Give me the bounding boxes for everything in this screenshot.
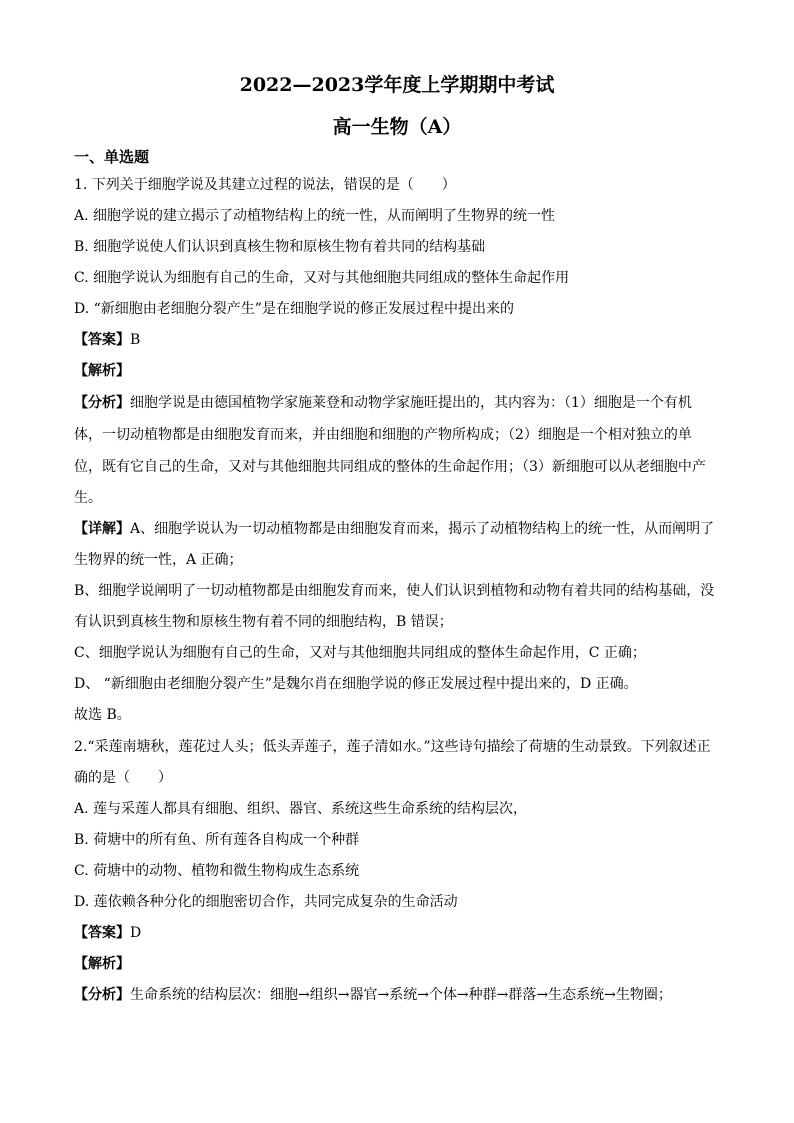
question-1-xiangjie-line: 有认识到真核生物和原核生物有着不同的细胞结构，B 错误；	[74, 614, 453, 630]
question-1-option-a: A. 细胞学说的建立揭示了动植物结构上的统一性，从而阐明了生物界的统一性	[74, 208, 556, 224]
answer-value: D	[130, 925, 142, 941]
xiangjie-tag: 【详解】	[74, 521, 130, 537]
question-1-conclusion: 故选 B。	[74, 707, 131, 723]
question-2-stem: 2.“采莲南塘秋，莲花过人头；低头弄莲子，莲子清如水。”这些诗句描绘了荷塘的生动景致。下列叙述正	[74, 739, 711, 755]
question-1-xiangjie-line: C、细胞学说认为细胞有自己的生命，又对与其他细胞共同组成的整体生命起作用，C 正确；	[74, 645, 646, 661]
question-1-xiangjie-line: D、 “新细胞由老细胞分裂产生”是魏尔肖在细胞学说的修正发展过程中提出来的，D 正确。	[74, 676, 638, 692]
question-1-fenxi-line: 生。	[74, 490, 102, 506]
question-1-answer	[74, 331, 734, 349]
question-2-answer	[74, 924, 734, 942]
answer-tag: 【答案】	[74, 925, 130, 941]
question-1-fenxi-line: 体，一切动植物都是由细胞发育而来，并由细胞和细胞的产物所构成；（2）细胞是一个相对独立的单	[74, 427, 692, 443]
xiangjie-text: A、细胞学说认为一切动植物都是由细胞发育而来，揭示了动植物结构上的统一性，从而阐明了	[130, 521, 715, 537]
question-2-option-a: A. 莲与采莲人都具有细胞、组织、器官、系统这些生命系统的结构层次，	[74, 801, 528, 817]
answer-value: B	[130, 332, 141, 348]
section-heading-single-choice: 一、单选题	[74, 148, 150, 166]
exam-subtitle: 高一生物（A）	[332, 116, 462, 138]
fenxi-tag: 【分析】	[74, 395, 130, 411]
question-1-option-c: C. 细胞学说认为细胞有自己的生命，又对与其他细胞共同组成的整体生命起作用	[74, 270, 570, 286]
question-2-fenxi-line	[74, 986, 734, 1004]
answer-tag: 【答案】	[74, 332, 130, 348]
question-1-fenxi-line	[74, 394, 734, 412]
question-1-stem: 1. 下列关于细胞学说及其建立过程的说法，错误的是（ ）	[74, 177, 456, 193]
question-1-option-d: D. “新细胞由老细胞分裂产生”是在细胞学说的修正发展过程中提出来的	[74, 301, 514, 317]
question-2-stem: 确的是（ ）	[74, 770, 172, 786]
question-2-option-d: D. 莲依赖各种分化的细胞密切合作，共同完成复杂的生命活动	[74, 894, 458, 910]
question-1-xiangjie-line: 生物界的统一性，A 正确；	[74, 552, 243, 568]
question-1-analysis-tag: 【解析】	[74, 363, 130, 379]
question-2-option-b: B. 荷塘中的所有鱼、所有莲各自构成一个种群	[74, 832, 360, 848]
fenxi-text: 生命系统的结构层次：细胞→组织→器官→系统→个体→种群→群落→生态系统→生物圈；	[130, 987, 672, 1003]
question-2-analysis-tag: 【解析】	[74, 956, 130, 972]
question-1-xiangjie-line: B、细胞学说阐明了一切动植物都是由细胞发育而来，使人们认识到植物和动物有着共同的结构基础，没	[74, 583, 715, 599]
fenxi-text: 细胞学说是由德国植物学家施莱登和动物学家施旺提出的，其内容为：（1）细胞是一个有机	[130, 395, 692, 411]
fenxi-tag: 【分析】	[74, 987, 130, 1003]
exam-title: 2022—2023学年度上学期期中考试	[239, 74, 555, 96]
question-2-option-c: C. 荷塘中的动物、植物和微生物构成生态系统	[74, 863, 360, 879]
question-1-option-b: B. 细胞学说使人们认识到真核生物和原核生物有着共同的结构基础	[74, 239, 486, 255]
question-1-fenxi-line: 位，既有它自己的生命，又对与其他细胞共同组成的整体的生命起作用；（3）新细胞可以从老细胞中产	[74, 459, 706, 475]
question-1-xiangjie-line	[74, 520, 734, 538]
